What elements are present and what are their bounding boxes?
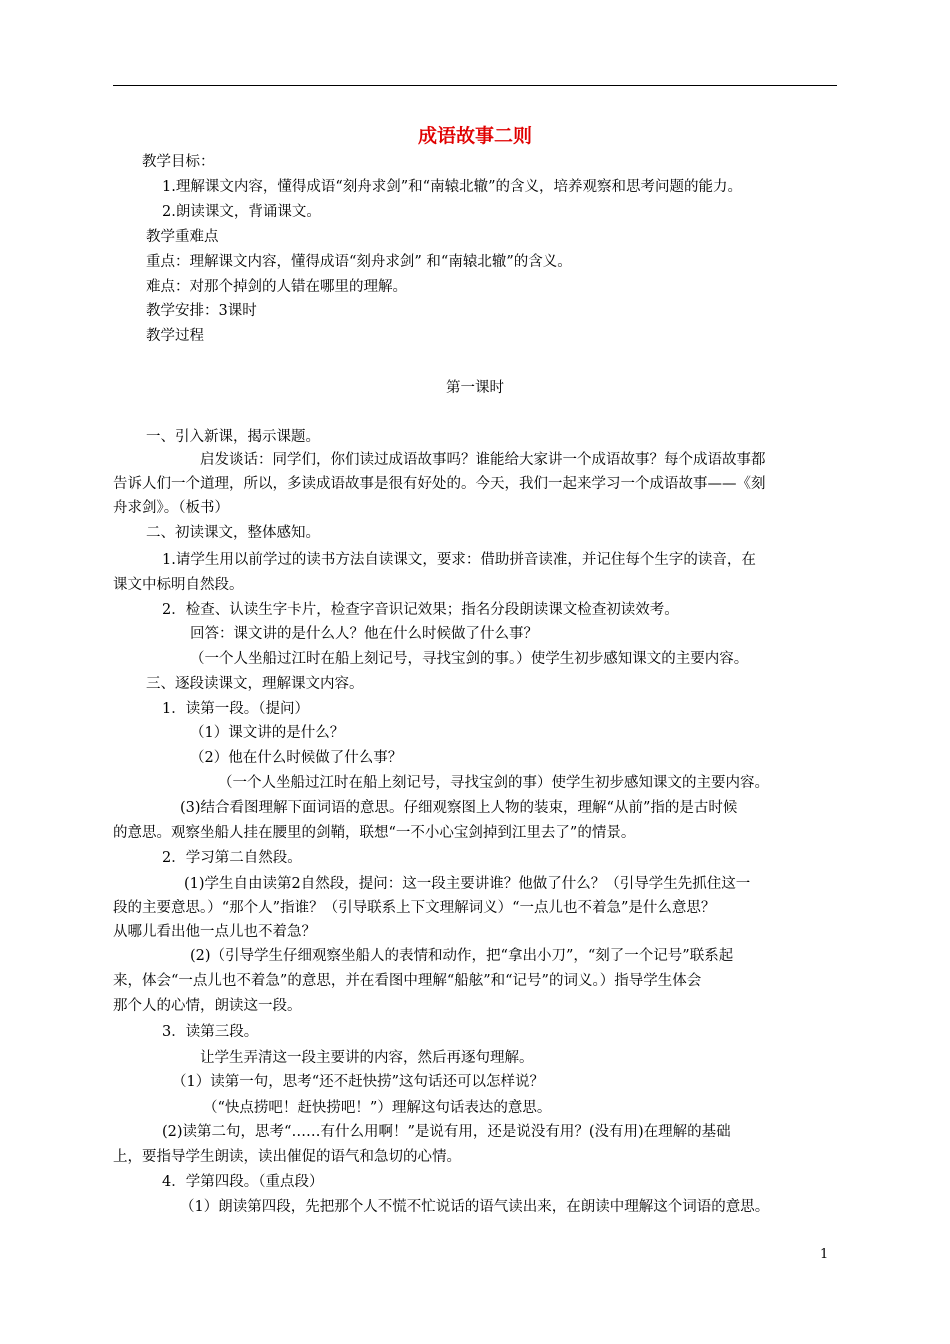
text-line: 那个人的心情，朗读这一段。 [113, 998, 302, 1014]
text-line: 1.理解课文内容，懂得成语“刻舟求剑”和“南辕北辙”的含义，培养观察和思考问题的能力。 [162, 179, 742, 195]
text-line: 一、引入新课，揭示课题。 [146, 429, 320, 445]
text-line: 的意思。观察坐船人挂在腰里的剑鞘，联想“一不小心宝剑掉到江里去了”的情景。 [113, 825, 636, 841]
text-line: 段的主要意思。）“那个人”指谁？（引导联系上下文理解词义）“一点儿也不着急”是什么意思？ [113, 900, 716, 916]
text-line: 难点：对那个掉剑的人错在哪里的理解。 [146, 279, 407, 295]
text-line: （2）他在什么时候做了什么事？ [190, 750, 403, 766]
section-heading: 第一课时 [446, 380, 504, 396]
text-line: 1.请学生用以前学过的读书方法自读课文，要求：借助拼音读准，并记住每个生字的读音，在 [162, 552, 756, 568]
text-line: 教学目标： [142, 154, 215, 170]
text-line: 2．学习第二自然段。 [162, 850, 302, 866]
text-line: （“快点捞吧！赶快捞吧！”）理解这句话表达的意思。 [203, 1100, 552, 1116]
text-line: 上，要指导学生朗读，读出催促的语气和急切的心情。 [113, 1149, 461, 1165]
text-line: 告诉人们一个道理，所以，多读成语故事是很有好处的。今天，我们一起来学习一个成语故事——《刻 [113, 476, 766, 492]
text-line: （1）朗读第四段，先把那个人不慌不忙说话的语气读出来，在朗读中理解这个词语的意思。 [180, 1199, 770, 1215]
text-line: 4．学第四段。（重点段） [162, 1174, 324, 1190]
text-line: 教学重难点 [146, 229, 219, 245]
text-line: 课文中标明自然段。 [113, 577, 244, 593]
text-line: 让学生弄清这一段主要讲的内容，然后再逐句理解。 [200, 1050, 534, 1066]
page-number: 1 [820, 1247, 829, 1262]
text-line: （1）课文讲的是什么？ [190, 725, 345, 741]
text-line: 三、逐段读课文，理解课文内容。 [146, 676, 364, 692]
header-rule [113, 85, 837, 86]
document-title: 成语故事二则 [417, 125, 532, 147]
text-line: 教学过程 [146, 328, 204, 344]
text-line: （一个人坐船过江时在船上刻记号，寻找宝剑的事）使学生初步感知课文的主要内容。 [218, 775, 769, 791]
text-line: (2)读第二句，思考“……有什么用啊！”是说有用，还是说没有用？(没有用)在理解的基础 [162, 1124, 731, 1140]
text-line: 回答：课文讲的是什么人？他在什么时候做了什么事？ [190, 626, 538, 642]
text-line: 重点：理解课文内容，懂得成语“刻舟求剑” 和“南辕北辙”的含义。 [146, 254, 572, 270]
text-line: 舟求剑》。（板书） [113, 500, 229, 516]
text-line: 教学安排：3课时 [146, 303, 257, 319]
text-line: （1）读第一句，思考“还不赶快捞”这句话还可以怎样说？ [172, 1074, 545, 1090]
text-line: (1)学生自由读第2自然段，提问：这一段主要讲谁？他做了什么？（引导学生先抓住这一 [184, 876, 751, 892]
text-line: 2．检查、认读生字卡片，检查字音识记效果；指名分段朗读课文检查初读效考。 [162, 602, 679, 618]
text-line: 1．读第一段。（提问） [162, 701, 309, 717]
text-line: (3)结合看图理解下面词语的意思。仔细观察图上人物的装束，理解“从前”指的是古时候 [180, 800, 738, 816]
text-line: 二、初读课文，整体感知。 [146, 525, 320, 541]
text-line: (2)（引导学生仔细观察坐船人的表情和动作，把“拿出小刀”，“刻了一个记号”联系起 [190, 948, 734, 964]
text-line: 启发谈话：同学们，你们读过成语故事吗？谁能给大家讲一个成语故事？每个成语故事都 [200, 452, 766, 468]
text-line: 从哪儿看出他一点儿也不着急？ [113, 924, 316, 940]
text-line: 来，体会“一点儿也不着急”的意思，并在看图中理解“船舷”和“记号”的词义。）指导学生体会 [113, 973, 702, 989]
text-line: 3．读第三段。 [162, 1024, 259, 1040]
text-line: （一个人坐船过江时在船上刻记号，寻找宝剑的事。）使学生初步感知课文的主要内容。 [190, 651, 749, 667]
text-line: 2.朗读课文，背诵课文。 [162, 204, 321, 220]
